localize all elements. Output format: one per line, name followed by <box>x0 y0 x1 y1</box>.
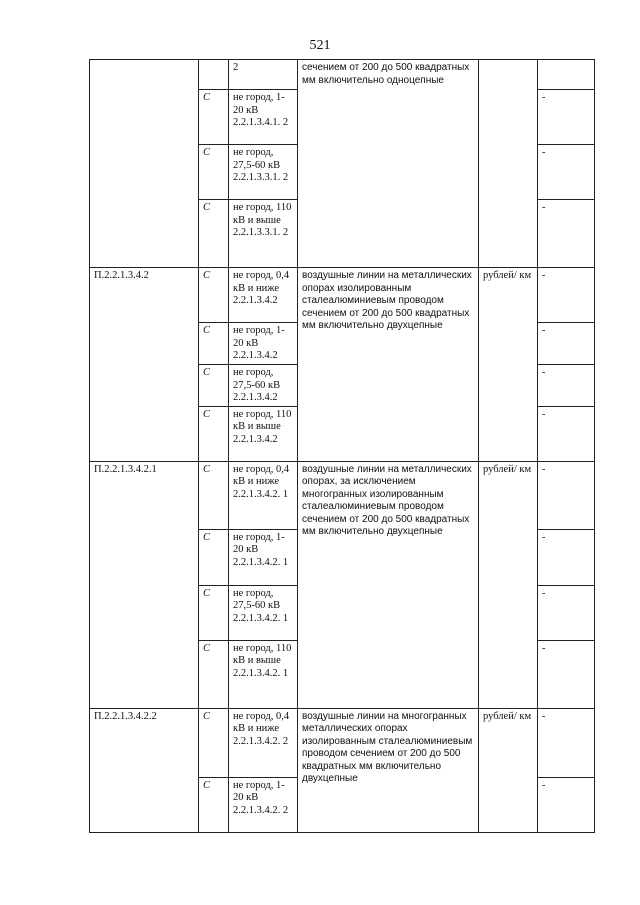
condition-cell: не город, 1-20 кВ 2.2.1.3.4.2. 1 <box>229 529 298 585</box>
c-cell: С <box>199 461 229 529</box>
value-cell: - <box>538 461 595 529</box>
c-cell: С <box>199 90 229 145</box>
value-cell: - <box>538 529 595 585</box>
code-cell: П.2.2.1.3.4.2.1 <box>90 461 199 708</box>
c-cell: С <box>199 529 229 585</box>
condition-cell: не город, 0,4 кВ и ниже 2.2.1.3.4.2. 1 <box>229 461 298 529</box>
description-cell: воздушные линии на металлических опорах изолированным сталеалюминиевым проводом сечением от 200 до 500 квадратных мм включительно двухцепные <box>298 268 479 462</box>
condition-cell: не город, 27,5-60 кВ 2.2.1.3.4.2. 1 <box>229 585 298 640</box>
value-cell: - <box>538 268 595 323</box>
value-cell: - <box>538 145 595 200</box>
table-row <box>90 708 595 777</box>
c-cell: С <box>199 145 229 200</box>
condition-cell: не город, 0,4 кВ и ниже 2.2.1.3.4.2. 2 <box>229 708 298 777</box>
c-cell: С <box>199 406 229 461</box>
c-cell: С <box>199 323 229 365</box>
c-cell: С <box>199 585 229 640</box>
value-cell: - <box>538 406 595 461</box>
condition-cell: не город, 0,4 кВ и ниже 2.2.1.3.4.2 <box>229 268 298 323</box>
table-row <box>90 461 595 529</box>
description-cell: воздушные линии на металлических опорах, за исключением многогранных изолированным сталеалюминиевым проводом сечением от 200 до 500 квадратных мм включительно двухцепные <box>298 461 479 708</box>
condition-cell: не город, 110 кВ и выше 2.2.1.3.3.1. 2 <box>229 200 298 268</box>
condition-cell: не город, 1-20 кВ 2.2.1.3.4.1. 2 <box>229 90 298 145</box>
code-cell: П.2.2.1.3.4.2 <box>90 268 199 462</box>
value-cell <box>538 60 595 90</box>
condition-cell: 2 <box>229 60 298 90</box>
value-cell: - <box>538 640 595 708</box>
value-cell: - <box>538 777 595 832</box>
condition-cell: не город, 27,5-60 кВ 2.2.1.3.4.2 <box>229 365 298 407</box>
table-row <box>90 268 595 323</box>
condition-cell: не город, 110 кВ и выше 2.2.1.3.4.2 <box>229 406 298 461</box>
value-cell: - <box>538 365 595 407</box>
c-cell: С <box>199 268 229 323</box>
c-cell: С <box>199 200 229 268</box>
value-cell: - <box>538 323 595 365</box>
value-cell: - <box>538 585 595 640</box>
c-cell: С <box>199 708 229 777</box>
c-cell: С <box>199 640 229 708</box>
tariff-table <box>89 59 595 833</box>
description-cell: сечением от 200 до 500 квадратных мм включительно одноцепные <box>298 60 479 268</box>
unit-cell: рублей/ км <box>479 461 538 708</box>
value-cell: - <box>538 200 595 268</box>
unit-cell: рублей/ км <box>479 268 538 462</box>
description-cell: воздушные линии на многогранных металлических опорах изолированным сталеалюминиевым проводом сечением от 200 до 500 квадратных мм включительно двухцепные <box>298 708 479 832</box>
condition-cell: не город, 27,5-60 кВ 2.2.1.3.3.1. 2 <box>229 145 298 200</box>
unit-cell: рублей/ км <box>479 708 538 832</box>
value-cell: - <box>538 90 595 145</box>
page-number: 521 <box>309 38 331 53</box>
c-cell <box>199 60 229 90</box>
condition-cell: не город, 1-20 кВ 2.2.1.3.4.2. 2 <box>229 777 298 832</box>
condition-cell: не город, 110 кВ и выше 2.2.1.3.4.2. 1 <box>229 640 298 708</box>
c-cell: С <box>199 777 229 832</box>
table-row <box>90 60 595 90</box>
c-cell: С <box>199 365 229 407</box>
unit-cell <box>479 60 538 268</box>
code-cell: П.2.2.1.3.4.2.2 <box>90 708 199 832</box>
condition-cell: не город, 1-20 кВ 2.2.1.3.4.2 <box>229 323 298 365</box>
value-cell: - <box>538 708 595 777</box>
code-cell <box>90 60 199 268</box>
